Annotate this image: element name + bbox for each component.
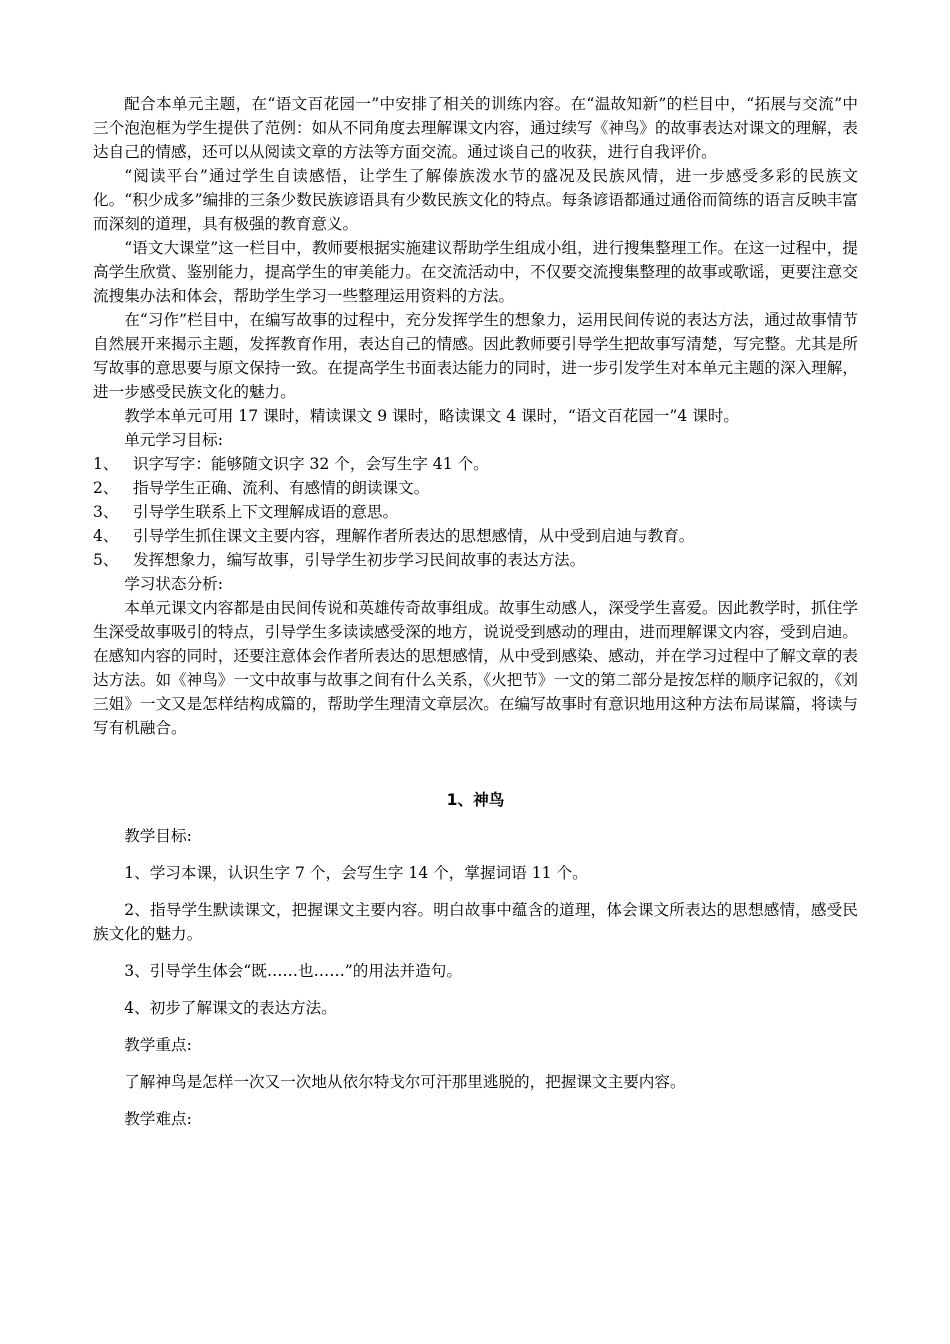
- list-item: [93, 476, 858, 500]
- lesson-goal-4: 4、初步了解课文的表达方法。: [124, 999, 337, 1017]
- lesson-goal-3: 3、引导学生体会“既……也……”的用法并造句。: [124, 962, 462, 980]
- intro-paragraph-1: 配合本单元主题，在“语文百花园一”中安排了相关的训练内容。在“温故知新”的栏目中，“拓展与交流”中三个泡泡框为学生提供了范例：如从不同角度去理解课文内容，通过续写《神鸟》的故事表达对课文的理解，表达自己的情感，还可以从阅读文章的方法等方面交流。通过谈自己的收获，进行自我评价。: [93, 95, 858, 161]
- lesson-goal-1: 1、学习本课，认识生字 7 个，会写生字 14 个，掌握词语 11 个。: [124, 864, 588, 882]
- intro-paragraph-2: “阅读平台”通过学生自读感悟，让学生了解傣族泼水节的盛况及民族风情，进一步感受多彩的民族文化。“积少成多”编排的三条少数民族谚语具有少数民族文化的特点。每条谚语都通过通俗而简练的语言反映丰富而深刻的道理，具有极强的教育意义。: [93, 167, 858, 233]
- list-item: [93, 548, 858, 572]
- lesson-goals-label: 教学目标:: [124, 827, 192, 845]
- learning-state-label: 学习状态分析:: [124, 575, 224, 593]
- list-item: [93, 524, 858, 548]
- learning-state-paragraph: 本单元课文内容都是由民间传说和英雄传奇故事组成。故事生动感人，深受学生喜爱。因此教学时，抓住学生深受故事吸引的特点，引导学生多读读感受深的地方，说说受到感动的理由，进而理解课文内容，受到启迪。在感知内容的同时，还要注意体会作者所表达的思想感情，从中受到感染、感动，并在学习过程中了解文章的表达方法。如《神鸟》一文中故事与故事之间有什么关系，《火把节》一文的第二部分是按怎样的顺序记叙的，《刘三姐》一文又是怎样结构成篇的，帮助学生理清文章层次。在编写故事时有意识地用这种方法布局谋篇，将读与写有机融合。: [93, 599, 858, 737]
- lesson-difficulty-label: 教学难点:: [124, 1110, 192, 1128]
- lesson-key-label: 教学重点:: [124, 1036, 192, 1054]
- lesson-key-text: 了解神鸟是怎样一次又一次地从依尔特戈尔可汗那里逃脱的，把握课文主要内容。: [124, 1073, 686, 1091]
- document-page: [93, 92, 858, 1144]
- list-item-text: 指导学生正确、流利、有感情的朗读课文。: [133, 479, 430, 497]
- list-item-text: 识字写字：能够随文识字 32 个，会写生字 41 个。: [133, 455, 489, 473]
- list-item: [93, 452, 858, 476]
- list-item-number: 3、: [93, 503, 119, 521]
- list-item-number: 1、: [93, 455, 119, 473]
- list-item-text: 发挥想象力，编写故事，引导学生初步学习民间故事的表达方法。: [133, 551, 586, 569]
- list-item-number: 2、: [93, 479, 119, 497]
- intro-paragraph-4: 在“习作”栏目中，在编写故事的过程中，充分发挥学生的想象力，运用民间传说的表达方法，通过故事情节自然展开来揭示主题，发挥教育作用，表达自己的情感。因此教师要引导学生把故事写清楚，写完整。尤其是所写故事的意思要与原文保持一致。在提高学生书面表达能力的同时，进一步引发学生对本单元主题的深入理解，进一步感受民族文化的魅力。: [93, 311, 858, 401]
- list-item: [93, 500, 858, 524]
- list-item-text: 引导学生抓住课文主要内容，理解作者所表达的思想感情，从中受到启迪与教育。: [133, 527, 695, 545]
- unit-goals-label: 单元学习目标:: [124, 431, 224, 449]
- list-item-number: 5、: [93, 551, 119, 569]
- lesson-goal-2: 2、指导学生默读课文，把握课文主要内容。明白故事中蕴含的道理，体会课文所表达的思想感情，感受民族文化的魅力。: [93, 901, 858, 943]
- list-item-number: 4、: [93, 527, 119, 545]
- list-item-text: 引导学生联系上下文理解成语的意思。: [133, 503, 399, 521]
- intro-paragraph-3: “语文大课堂”这一栏目中，教师要根据实施建议帮助学生组成小组，进行搜集整理工作。在这一过程中，提高学生欣赏、鉴别能力，提高学生的审美能力。在交流活动中，不仅要交流搜集整理的故事或歌谣，更要注意交流搜集办法和体会，帮助学生学习一些整理运用资料的方法。: [93, 239, 858, 305]
- unit-goals-list: [93, 452, 858, 572]
- lesson-section: [93, 788, 858, 1131]
- intro-paragraph-5: 教学本单元可用 17 课时，精读课文 9 课时，略读课文 4 课时，“语文百花园一”4 课时。: [124, 407, 740, 425]
- lesson-title: 1、神鸟: [446, 791, 505, 809]
